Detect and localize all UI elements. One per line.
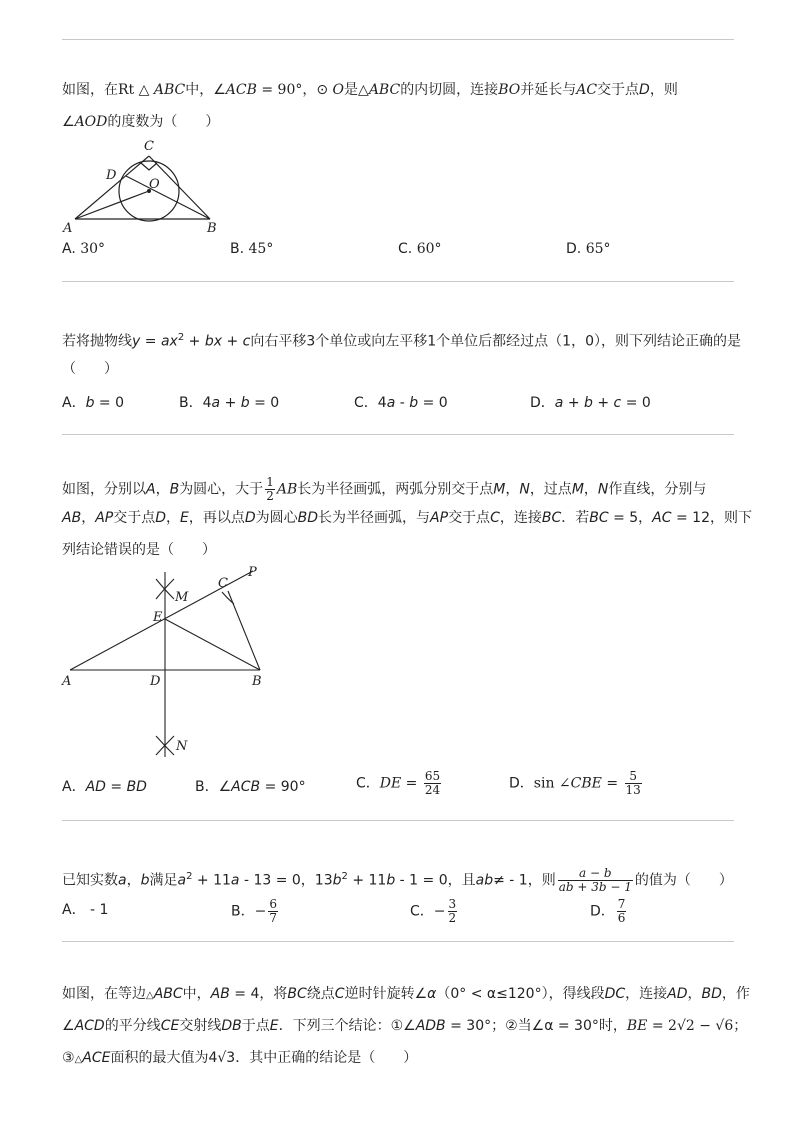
q5-stem-line3: ③△ACE面积的最大值为4√3．其中正确的结论是（ ）	[62, 1050, 418, 1066]
label-n: N	[176, 739, 188, 754]
q1-option-a[interactable]: A. 30°	[62, 241, 106, 257]
label-a: A	[63, 221, 73, 236]
separator	[62, 281, 734, 282]
q3-stem-line3: 列结论错误的是（ ）	[62, 542, 216, 558]
label-c: C	[144, 139, 154, 154]
arc-c	[222, 592, 234, 604]
label-d: D	[106, 168, 117, 183]
separator	[62, 434, 734, 435]
q3-stem-line2: AB，AP交于点D，E，再以点D为圆心BD长为半径画弧，与AP交于点C，连接BC．若BC = 5，AC = 12，则下	[62, 510, 752, 526]
label-d: D	[150, 674, 161, 689]
q2-option-d[interactable]: D．a + b + c = 0	[530, 395, 651, 411]
q5-stem-line1: 如图，在等边△ABC中，AB = 4，将BC绕点C逆时针旋转∠α（0° < α≤120°），得线段DC，连接AD，BD，作	[62, 986, 750, 1002]
q1-option-b[interactable]: B. 45°	[230, 241, 274, 257]
q1-option-c[interactable]: C. 60°	[398, 241, 442, 257]
q5-stem-line2: ∠ACD的平分线CE交射线DB于点E．下列三个结论：①∠ADB = 30°；②当∠α = 30°时，BE = 2√2 − √6；	[62, 1018, 748, 1034]
q3-option-d[interactable]: D．sin ∠CBE = $\frac{5}{13}$	[509, 769, 641, 797]
separator	[62, 39, 734, 40]
q1-stem-line2: ∠AOD的度数为（ ）	[62, 114, 220, 130]
label-o: O	[149, 177, 160, 192]
q3-option-b[interactable]: B．∠ACB = 90°	[195, 779, 306, 795]
q3-option-c[interactable]: C．DE = $\frac{65}{24}$	[356, 769, 441, 797]
side-ac	[75, 156, 149, 219]
fraction-3-2: $\frac{3}{2}$	[448, 897, 457, 925]
q1-figure-incircle-triangle	[60, 136, 230, 236]
separator	[62, 820, 734, 821]
label-a: A	[62, 674, 72, 689]
fraction-6-7: $\frac{6}{7}$	[269, 897, 277, 925]
fraction-one-half: $\frac{1}{2}$	[266, 475, 274, 503]
q2-option-a[interactable]: A．b = 0	[62, 395, 125, 411]
q3-stem-line1: 如图，分别以A，B为圆心，大于 $\frac{1}{2}$ AB长为半径画弧，两弧分别交于点M，N，过点M，N作直线，分别与	[62, 475, 707, 503]
q4-stem-line1: 已知实数a，b满足$a^2 + 11a - 13 = 0$，$13b^2 + 11b - 1 = 0$，且ab≠ - 1，则 $\frac{a - b}{ab + 3b - 1}$ 的值为（ ）	[62, 866, 733, 895]
q2-stem-line2: （ ）	[62, 361, 118, 377]
q4-option-a[interactable]: A． - 1	[62, 902, 109, 918]
fraction-expression: $\frac{a - b}{ab + 3b - 1}$	[558, 866, 632, 895]
label-e: E	[153, 610, 163, 625]
label-p: P	[248, 565, 257, 580]
label-m: M	[175, 590, 189, 605]
q2-option-b[interactable]: B．4a + b = 0	[179, 395, 280, 411]
segment-bd	[126, 176, 210, 219]
q1-stem-line1: 如图，在Rt △ ABC中，∠ACB = 90°，⊙ O是△ABC的内切圆，连接BO并延长与AC交于点D，则	[62, 82, 678, 98]
label-c: C	[218, 576, 228, 591]
q4-option-d[interactable]: D． $\frac{7}{6}$	[590, 897, 626, 925]
q2-stem-line1: 若将抛物线$y = ax^2$ + bx + c向右平移3个单位或向左平移1个单位后都经过点（1，0），则下列结论正确的是	[62, 332, 741, 350]
fraction-65-24: $\frac{65}{24}$	[424, 769, 441, 797]
q3-option-a[interactable]: A．AD = BD	[62, 779, 147, 795]
q4-option-c[interactable]: C．− $\frac{3}{2}$	[410, 897, 457, 925]
label-b: B	[207, 221, 217, 236]
separator	[62, 941, 734, 942]
q3-figure-construction	[60, 562, 280, 762]
segment-ao	[75, 191, 149, 219]
label-b: B	[252, 674, 262, 689]
q1-option-d[interactable]: D. 65°	[566, 241, 611, 257]
q2-option-c[interactable]: C．4a - b = 0	[354, 395, 448, 411]
segment-eb	[165, 619, 260, 670]
fraction-5-13: $\frac{5}{13}$	[625, 769, 641, 797]
fraction-7-6: $\frac{7}{6}$	[617, 897, 626, 925]
q4-option-b[interactable]: B．− $\frac{6}{7}$	[231, 897, 277, 925]
right-angle-mark	[141, 163, 157, 170]
